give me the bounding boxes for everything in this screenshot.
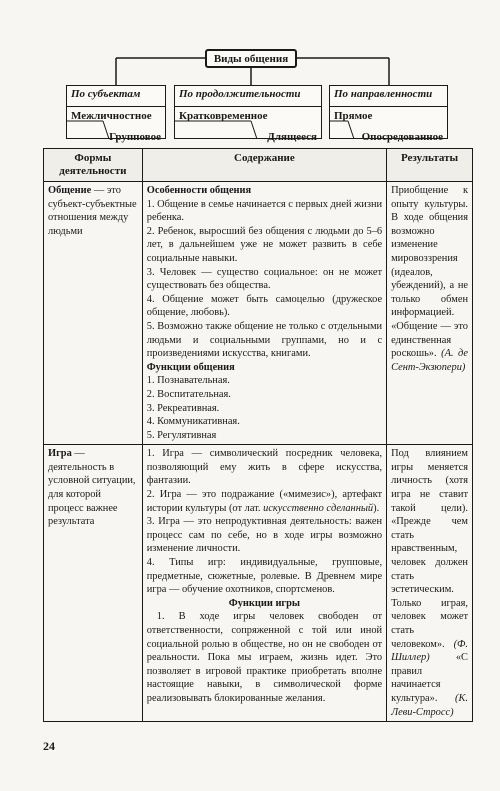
list-item: 1. Познавательная. [146,375,230,387]
table-row [44,182,473,445]
category-item: Прямое [334,110,373,122]
content-cell [142,182,386,445]
quote-author: (К. Леви-Стросс) [391,692,468,718]
list-item: 4. Типы игр: индивидуальные, групповые, предметные, сюжетные, ролевые. В Древнем мире игра — обучение охотников, спортсменов. [146,557,383,596]
form-term: Игра [48,448,72,460]
list-item: 3. Человек — существо социальное: он не может существовать без общества. [146,266,383,292]
form-definition: — деятельность в условной ситуации, для которой процесс важнее результата [48,448,136,528]
category-item: Межличностное [71,110,152,122]
diagram-title: Виды общения [205,49,297,68]
form-cell [44,445,143,722]
functions-heading: Функции игры [228,597,301,609]
content-heading: Особенности общения [146,185,252,196]
category-header: По направленности [330,86,447,107]
list-item: 2. Воспитательная. [146,388,231,400]
category-item: Опосредованное [361,131,443,143]
category-header: По продолжительности [175,86,321,107]
form-definition: — это субъект-субъектные отношения между людьми [48,185,137,237]
form-cell [44,182,143,445]
table-header-row [44,149,473,182]
activity-table [43,148,473,722]
result-text: Приобщение к опыту культуры. В ходе общения возможно изменение мировоззрения (идеалов, убеждений), а не только обмен информацией. «Общение — это единственная роскошь». [391,185,468,360]
list-item: 5. Возможно также общение не только с отдельными людьми и социальными группами, но и с произведениями искусства, книгами. [146,320,383,360]
list-item: 1. Общение в семье начинается с первых дней жизни ребенка. [146,198,383,224]
list-item: 2. Игра — это подражание («мимезис»), артефакт истории культуры (от лат. искусственно сделанный). [146,489,383,514]
category-item: Групповое [109,131,161,143]
result-cell [387,182,473,445]
category-item: Длящееся [267,131,317,143]
list-item: 3. Рекреативная. [146,402,220,414]
result-text: «С правил начинается культура». [391,652,468,704]
category-by-subject [66,85,166,143]
content-cell [142,445,386,722]
list-item: 1. В ходе игры человек свободен от ответственности, сопряженной с той или иной социальной ролью в обществе, но он не свободен от реальности. Пока мы играем, жизнь идет. Это позволяет в игровой практике приобретать вполне настоящие навыки, в символической форме реализовывать блокированные желания. [146,611,383,704]
header-content: Содержание [142,149,386,182]
category-header: По субъектам [67,86,165,107]
page-number: 24 [43,739,55,753]
list-item: 4. Общение может быть самоцелью (дружеское общение, любовь). [146,293,383,319]
table-row [44,445,473,722]
divider-lines [67,86,167,140]
header-forms: Формы деятельности [44,149,143,182]
functions-heading: Функции общения [146,361,235,373]
header-results: Результаты [387,149,473,182]
list-item: 4. Коммуникативная. [146,416,240,428]
form-term: Общение [48,185,92,196]
result-text: Под влиянием игры меняется личность (хотя игра не ставит такой цели). «Прежде чем стать нравственным, человек должен стать эстетическим. Только играя, человек может стать человеком». [391,448,468,650]
quote-author: (Ф. Шиллер) [391,638,468,664]
category-by-direction [329,85,448,143]
category-by-duration [174,85,322,143]
divider-lines [175,86,323,140]
category-item: Кратковременное [179,110,268,122]
list-item: 5. Регулятивная [146,429,217,441]
quote-author: (А. де Сент-Экзюпери) [391,348,468,373]
divider-lines [330,86,449,140]
list-item: 2. Ребенок, выросший без общения с людьми до 5–6 лет, в дальнейшем уже не может развить в себе социальные навыки. [146,225,383,264]
result-cell [387,445,473,722]
list-item: 3. Игра — это непродуктивная деятельность: важен процесс сам по себе, но в ходе игры возможно изменение личности. [146,516,383,555]
list-item: 1. Игра — символический посредник человека, позволяющий ему жить в сфере искусства, фантазии. [146,448,383,487]
